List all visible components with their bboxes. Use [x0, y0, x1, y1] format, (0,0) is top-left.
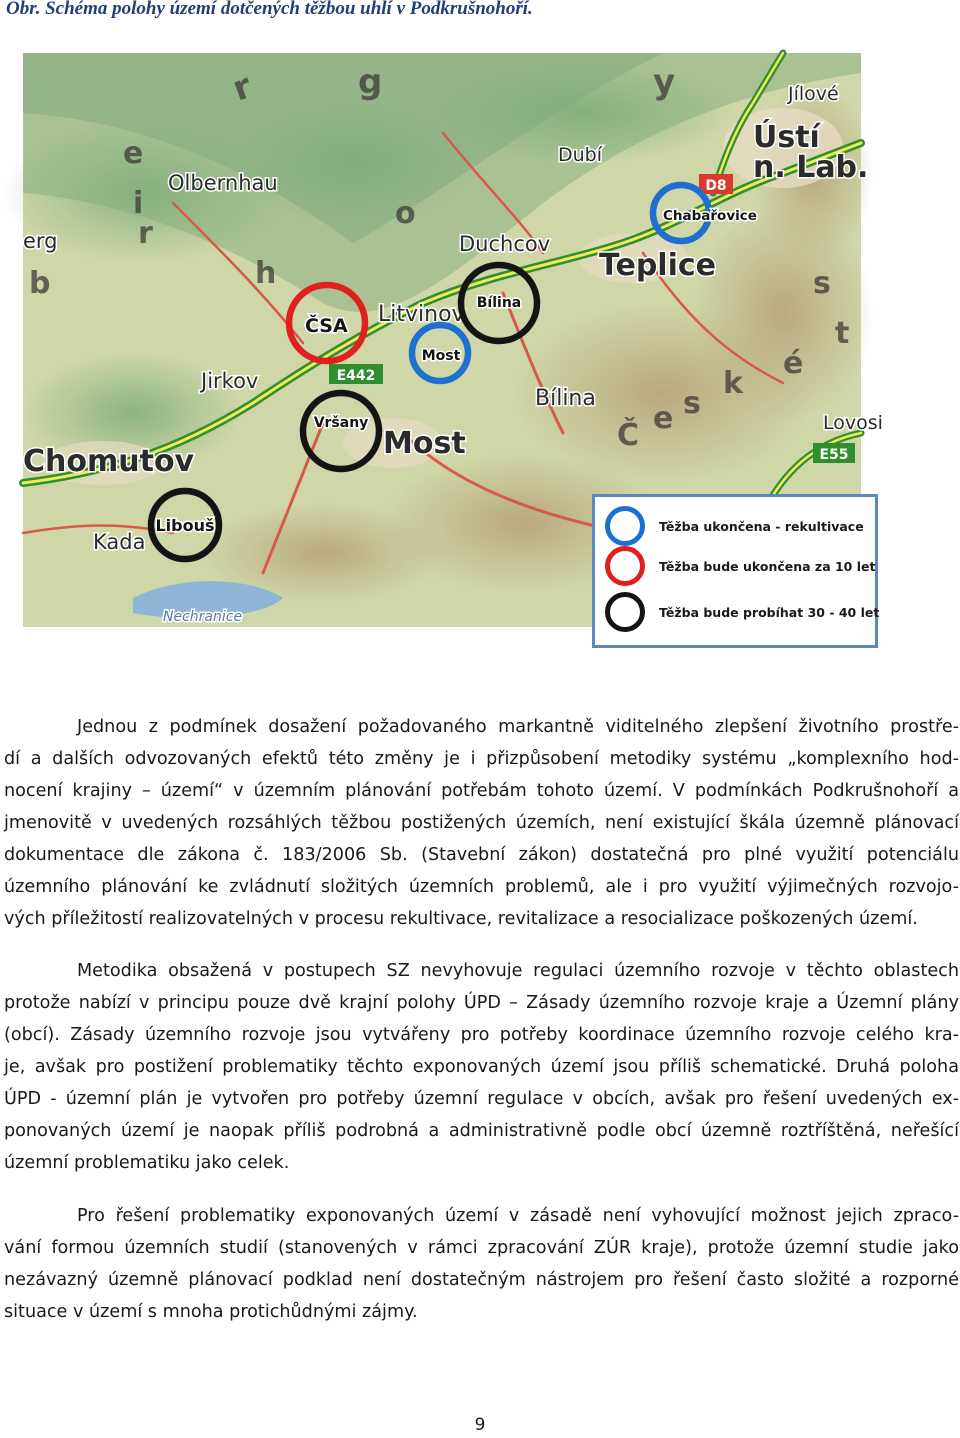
- terrain-letter: y: [653, 62, 676, 102]
- place-label-usti: Ústí: [753, 120, 820, 155]
- page-number: 9: [474, 1415, 486, 1435]
- site-label-csa: ČSA: [305, 315, 348, 337]
- place-label-jirkov: Jirkov: [201, 369, 259, 393]
- site-label-bilina: Bílina: [476, 295, 522, 311]
- text-line: ponovaných území je naopak příliš podrobná a administrativně podle obcí územně roztříštěná, neřešící: [4, 1121, 959, 1141]
- d8-shield-label: D8: [705, 178, 727, 194]
- place-label-olbernhau: Olbernhau: [168, 171, 278, 195]
- text-line: (obcí). Zásady územního rozvoje jsou vytvářeny pro potřeby koordinace územního rozvoje celého kra-: [4, 1025, 959, 1045]
- text-line: územního plánování ke zvládnutí složitých územních problemů, ale i pro využití výjimečných rozvojo-: [4, 877, 959, 897]
- paragraph-3: [4, 1200, 959, 1328]
- place-label-dubi: Dubí: [558, 144, 603, 166]
- text-line: nocení krajiny – území“ v územním plánování potřebám tohoto území. V podmínkách Podkrušnohoří a: [4, 781, 959, 801]
- site-label-chabarovice: Chabařovice: [663, 208, 757, 224]
- terrain-letter: e: [653, 401, 674, 436]
- terrain-letter: s: [683, 386, 701, 421]
- terrain-letter: i: [133, 186, 144, 221]
- place-label-lovosi: Lovosi: [823, 412, 883, 434]
- e55-shield-label: E55: [819, 447, 849, 463]
- red-ring-icon: [605, 546, 645, 586]
- terrain-letter: é: [783, 346, 804, 381]
- legend-label: Těžba bude probíhat 30 - 40 let: [659, 604, 880, 620]
- blue-ring-icon: [605, 506, 645, 546]
- map-legend: [592, 494, 878, 648]
- site-label-libous: Libouš: [155, 516, 215, 535]
- paragraph-1: [4, 711, 959, 935]
- black-ring-icon: [605, 592, 645, 632]
- text-line: vání formou územních studií (stanovených v rámci zpracování ZÚR kraje), protože územní studie jako: [4, 1238, 959, 1258]
- place-label-bilina-town: Bílina: [535, 386, 596, 411]
- legend-row: [605, 592, 879, 632]
- place-label-most-town: Most: [383, 426, 466, 461]
- text-line: situace v území s mnoha protichůdnými zájmy.: [4, 1302, 418, 1322]
- text-line: dí a dalších odvozovaných efektů této změny je i přizpůsobení metodiky systému „komplexního hod-: [4, 749, 959, 769]
- place-label-litvinov: Litvinov: [378, 302, 465, 327]
- paragraph-2: [4, 955, 959, 1179]
- terrain-letter: e: [123, 136, 144, 171]
- place-label-duchcov: Duchcov: [459, 232, 551, 256]
- text-line: Metodika obsažená v postupech SZ nevyhovuje regulaci územního rozvoje v těchto oblastech: [77, 961, 959, 981]
- text-line: protože nabízí v principu pouze dvě krajní polohy ÚPD – Zásady územního rozvoje kraje a Územní plány: [4, 993, 959, 1013]
- text-line: Pro řešení problematiky exponovaných území v zásadě není vyhovující možnost jejich zpraco-: [77, 1206, 959, 1226]
- site-label-vrsany: Vršany: [313, 415, 369, 431]
- legend-label: Těžba bude ukončena za 10 let: [659, 558, 876, 574]
- legend-label: Těžba ukončena - rekultivace: [659, 518, 864, 534]
- place-label-kada: Kada: [93, 530, 146, 554]
- text-line: Jednou z podmínek dosažení požadovaného markantně viditelného zlepšení životního prostře-: [77, 717, 959, 737]
- text-line: jmenovitě v uvedených rozsáhlých těžbou postižených územích, není existující škála územně plánovací: [4, 813, 959, 833]
- text-line: dokumentace dle zákona č. 183/2006 Sb. (Stavební zákon) dostatečná pro plné využití potenciálu: [4, 845, 959, 865]
- e442-shield-label: E442: [336, 368, 376, 384]
- place-label-erg: erg: [23, 229, 58, 253]
- terrain-letter: o: [395, 196, 416, 231]
- legend-row: [605, 546, 875, 586]
- place-label-jilove: Jílové: [788, 83, 839, 105]
- place-label-chomutov: Chomutov: [23, 444, 195, 479]
- terrain-letter: g: [358, 62, 383, 102]
- text-line: nezávazný územně plánovací podklad není dostatečným nástrojem pro řešení často složité a rozporné: [4, 1270, 959, 1290]
- text-line: vých příležitostí realizovatelných v procesu rekultivace, revitalizace a resocializace poškozených území.: [4, 909, 918, 929]
- figure-caption: Obr. Schéma polohy území dotčených těžbou uhlí v Podkrušnohoří.: [6, 0, 533, 19]
- terrain-letter: r: [227, 66, 257, 110]
- terrain-letter: s: [813, 266, 831, 301]
- place-label-teplice: Teplice: [599, 248, 716, 283]
- text-line: územní problematiku jako celek.: [4, 1153, 290, 1173]
- text-line: ÚPD - územní plán je vytvořen pro potřeby územní regulace v obcích, avšak pro řešení uvedených ex-: [4, 1089, 959, 1109]
- terrain-letter: b: [29, 266, 51, 301]
- terrain-letter: t: [835, 316, 850, 351]
- legend-row: [605, 506, 864, 546]
- terrain-letter: Č: [617, 418, 640, 453]
- place-label-nechranice: Nechranice: [163, 609, 243, 625]
- terrain-letter: h: [255, 256, 277, 291]
- site-label-most: Most: [421, 348, 461, 364]
- terrain-letter: k: [723, 366, 743, 401]
- text-line: je, avšak pro postižení problematiky těchto exponovaných území jsou příliš schematické. Druhá poloha: [4, 1057, 959, 1077]
- terrain-letter: r: [138, 216, 153, 251]
- place-label-nlab: n. Lab.: [753, 150, 869, 185]
